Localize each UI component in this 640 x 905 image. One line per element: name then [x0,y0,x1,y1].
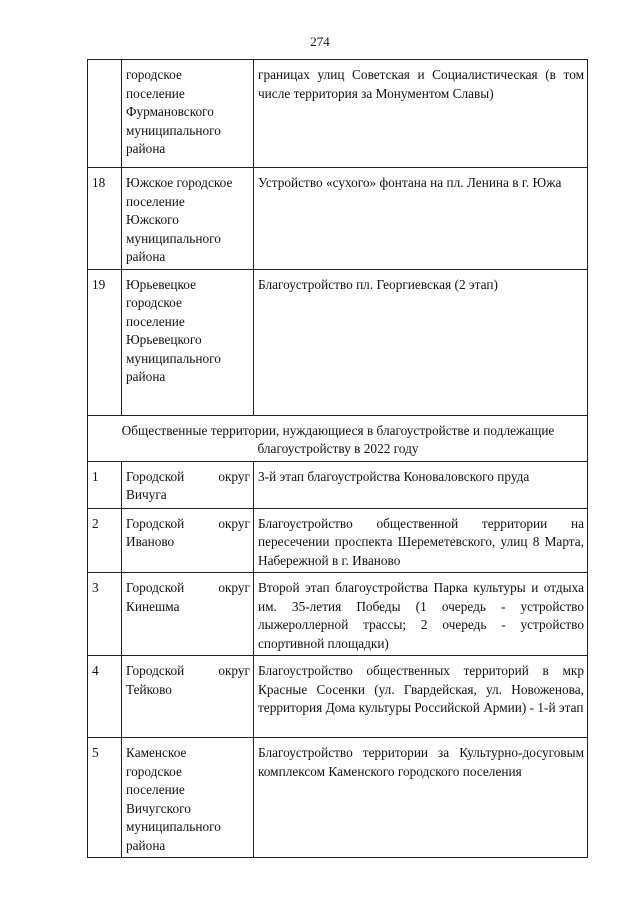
section-title: Общественные территории, нуждающиеся в благоустройстве и подлежащие благоустройству в 2022 году [88,415,588,461]
row-number: 2 [88,508,122,573]
name-word: Городской [126,580,185,595]
page-number: 274 [310,34,330,49]
table-row [88,60,588,168]
row-number [88,60,122,168]
table-row [88,269,588,415]
project-description: Благоустройство пл. Георгиевская (2 этап) [254,269,588,415]
table-row [88,738,588,858]
municipality-name [122,461,254,508]
name-word: округ [218,580,250,595]
project-description: границах улиц Советская и Социалистическая (в том числе территория за Монументом Славы) [254,60,588,168]
section-heading-row [88,415,588,461]
name-city: Кинешма [126,598,180,614]
municipality-name [122,508,254,573]
row-number: 19 [88,269,122,415]
municipality-name: Каменское городское поселение Вичугского муниципального района [122,738,254,858]
municipality-name [122,656,254,738]
row-number: 3 [88,573,122,656]
name-word: округ [218,663,250,678]
project-description: Устройство «сухого» фонтана на пл. Ленина в г. Южа [254,168,588,270]
name-word: Городской [126,515,185,531]
municipality-name: Южское городское поселение Южского муниципального района [122,168,254,270]
table-row [88,508,588,573]
table-row [88,573,588,656]
project-description: Благоустройство общественных территорий в мкр Красные Сосенки (ул. Гвардейская, ул. Новоженова, территория Дома культуры Российской Армии) - 1-й этап [254,656,588,738]
project-description: Благоустройство территории за Культурно-досуговым комплексом Каменского городского поселения [254,738,588,858]
project-description: Благоустройство общественной территории на пересечении проспекта Шереметевского, улиц 8 Марта, Набережной в г. Иваново [254,508,588,573]
row-number: 5 [88,738,122,858]
project-description: 3-й этап благоустройства Коноваловского пруда [254,461,588,508]
row-number: 18 [88,168,122,270]
name-city: Вичуга [126,487,167,502]
row-number: 1 [88,461,122,508]
territories-table [87,59,588,858]
municipality-name [122,573,254,656]
municipality-name: городское поселение Фурмановского муниципального района [122,60,254,168]
name-word: Городской [126,663,185,678]
municipality-name: Юрьевецкое городское поселение Юрьевецкого муниципального района [122,269,254,415]
name-city: Иваново [126,534,175,549]
project-description: Второй этап благоустройства Парка культуры и отдыха им. 35-летия Победы (1 очередь - устройство лыжероллерной трассы; 2 очередь - устройство спортивной площадки) [254,573,588,656]
name-word: округ [218,515,250,531]
table-row [88,168,588,270]
table-row [88,461,588,508]
table-row [88,656,588,738]
row-number: 4 [88,656,122,738]
name-word: округ [218,468,250,484]
name-word: Городской [126,468,185,484]
name-city: Тейково [126,681,172,697]
